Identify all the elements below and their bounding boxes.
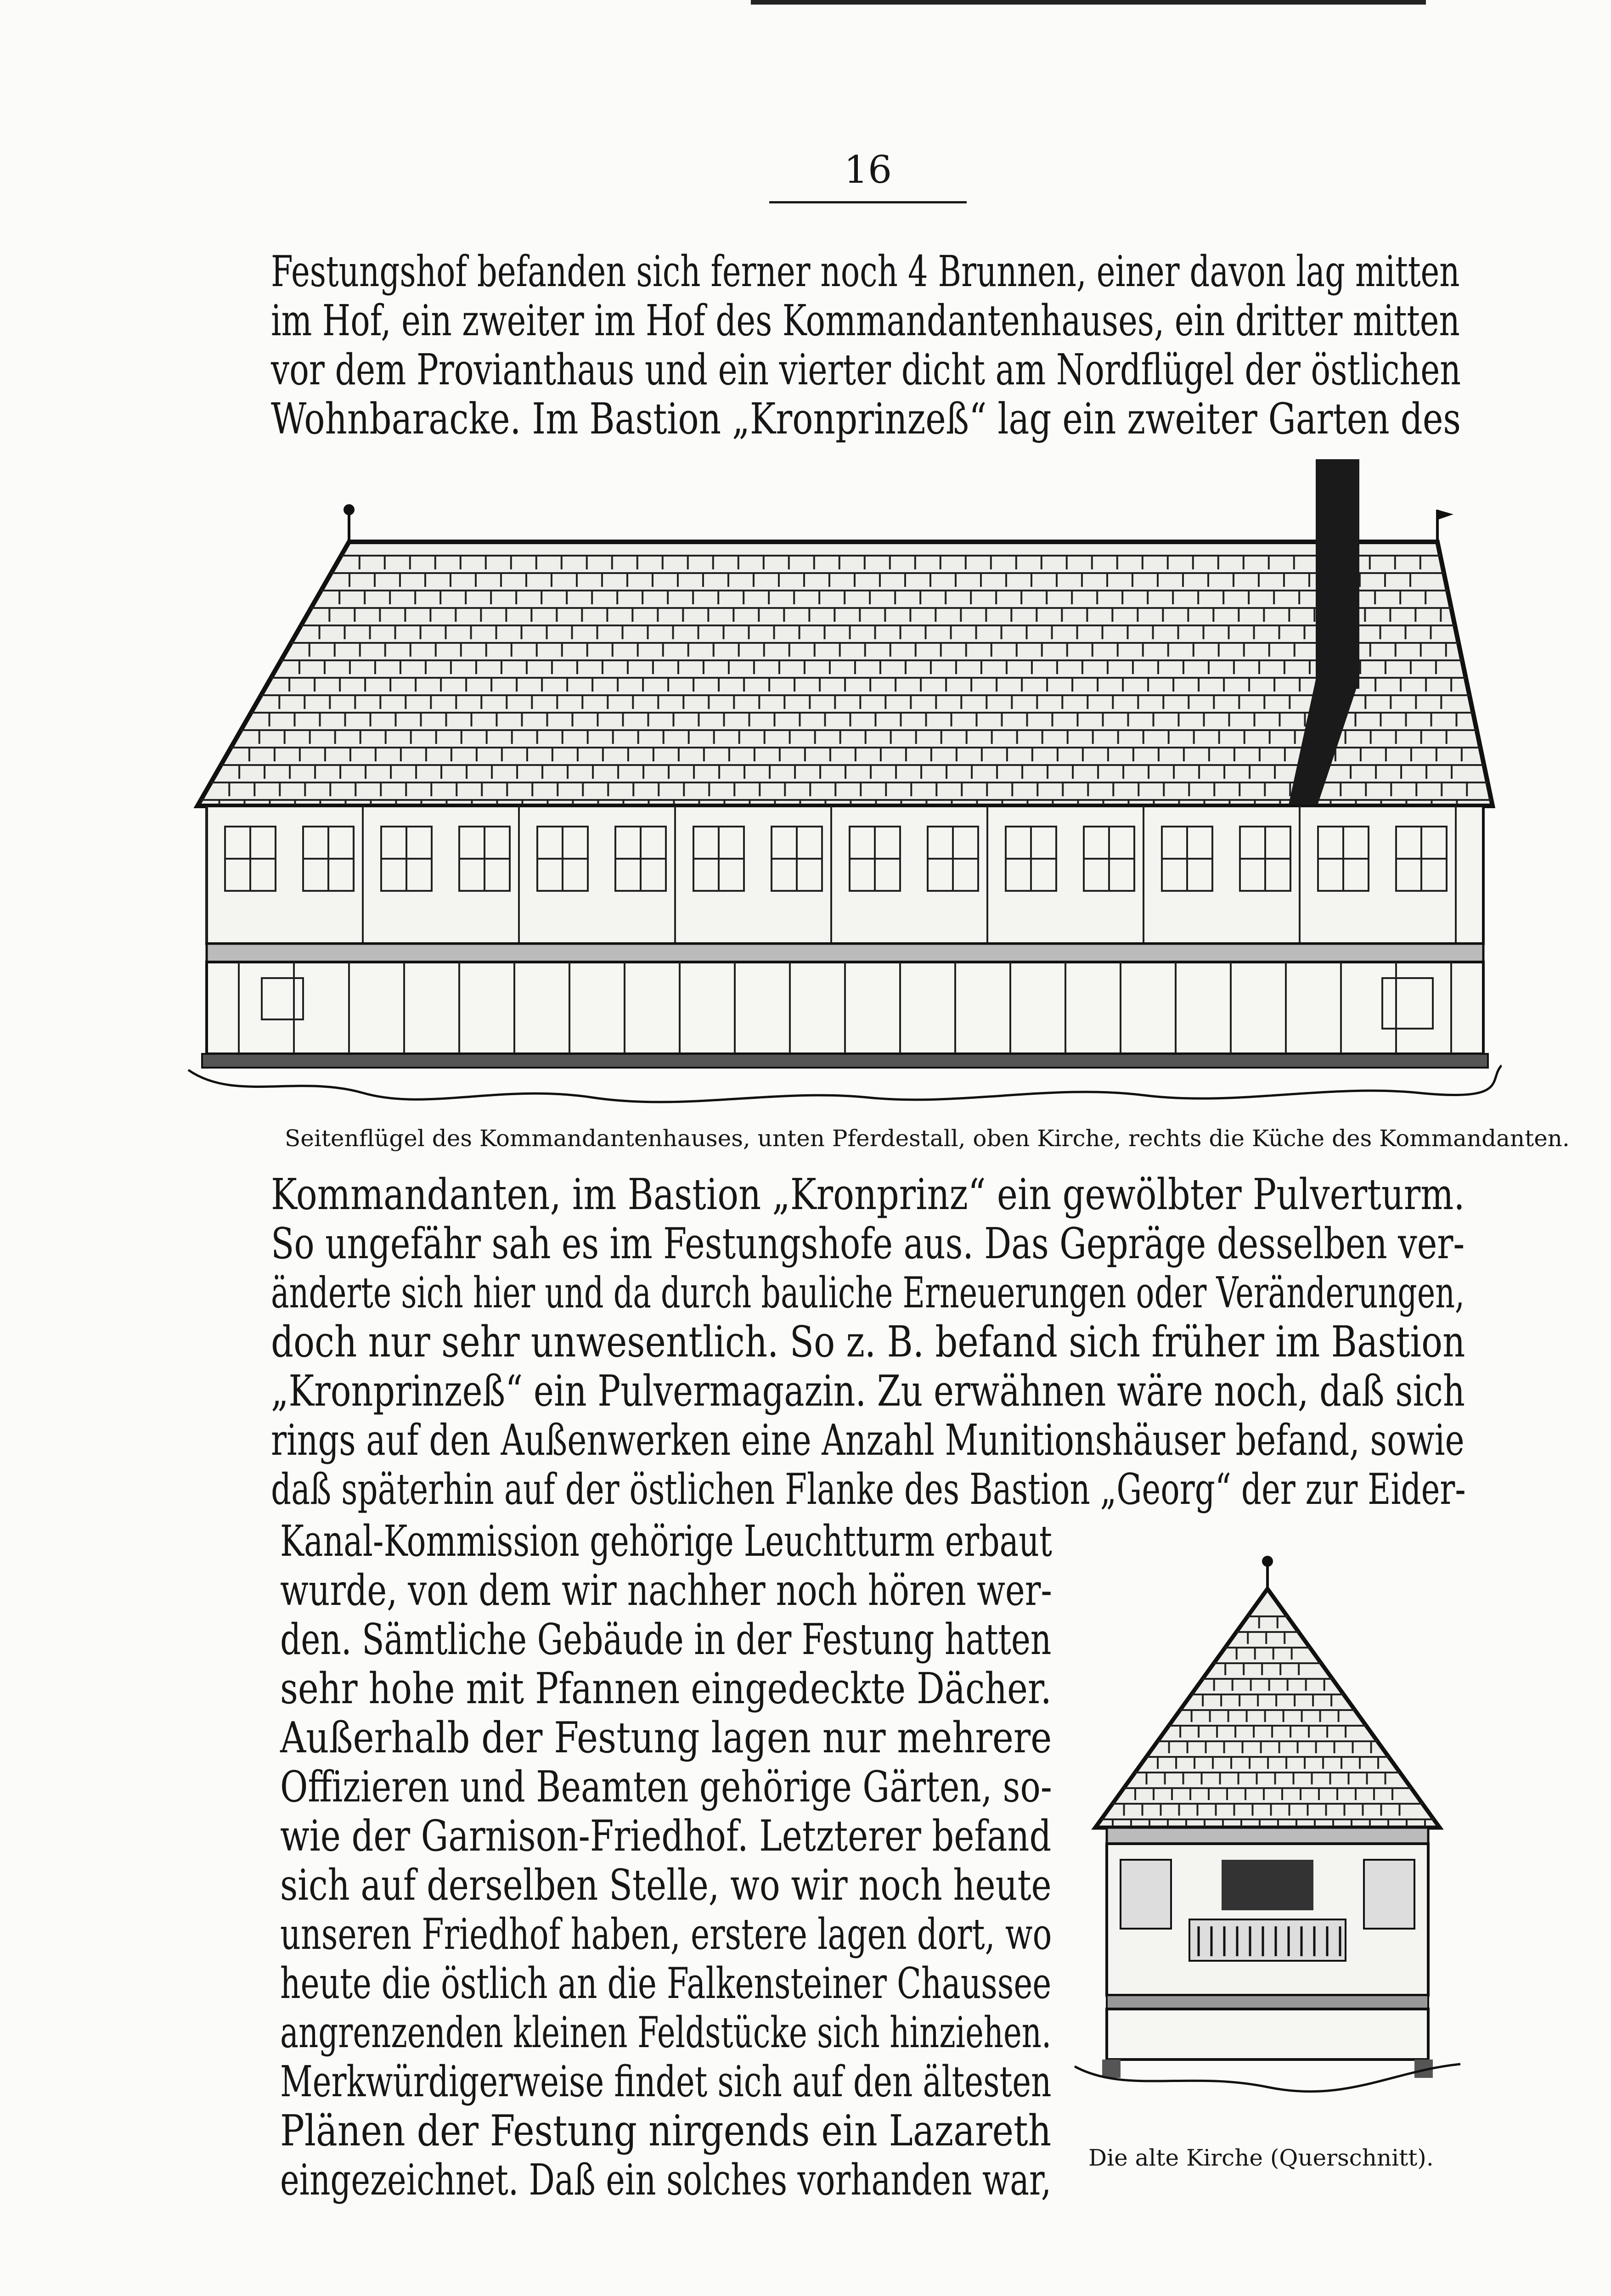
text-line: wurde, von dem wir nachher noch hören wer-: [280, 1565, 1052, 1615]
house-cross-section-illustration: [179, 450, 1502, 1107]
text-line: „Kronprinzeß“ ein Pulvermagazin. Zu erwähnen wäre noch, daß sich: [271, 1366, 1465, 1416]
text-line: sehr hohe mit Pfannen eingedeckte Dächer.: [280, 1664, 1052, 1713]
page-number: 16: [844, 148, 892, 192]
figure-old-church: [1070, 1543, 1465, 2117]
text-line: So ungefähr sah es im Festungshofe aus. Das Gepräge desselben ver-: [271, 1219, 1465, 1268]
text-line: doch nur sehr unwesentlich. So z. B. befand sich früher im Bastion: [271, 1317, 1465, 1367]
text-line: wie der Garnison-Friedhof. Letzterer befand: [280, 1811, 1052, 1861]
page-number-rule: [769, 201, 967, 203]
text-line: Kanal-Kommission gehörige Leuchtturm erbaut: [280, 1516, 1052, 1566]
text-line: im Hof, ein zweiter im Hof des Kommandantenhauses, ein dritter mitten: [271, 296, 1460, 345]
text-line: unseren Friedhof haben, erstere lagen dort, wo: [280, 1909, 1052, 1959]
page-top-rule: [751, 0, 1426, 5]
text-line: Merkwürdigerweise findet sich auf den ältesten: [280, 2057, 1052, 2106]
figure-main-caption: Seitenflügel des Kommandantenhauses, unten Pferdestall, oben Kirche, rechts die Küche des Kommandanten.: [285, 1125, 1570, 1152]
text-line: Außerhalb der Festung lagen nur mehrere: [280, 1713, 1052, 1762]
text-line: vor dem Provianthaus und ein vierter dicht am Nordflügel der östlichen: [271, 345, 1461, 394]
text-line: Wohnbaracke. Im Bastion „Kronprinzeß“ lag ein zweiter Garten des: [271, 394, 1461, 444]
text-line: den. Sämtliche Gebäude in der Festung hatten: [280, 1615, 1052, 1664]
text-line: Festungshof befanden sich ferner noch 4 Brunnen, einer davon lag mitten: [271, 247, 1460, 296]
text-line: änderte sich hier und da durch bauliche Erneuerungen oder Veränderungen,: [271, 1268, 1465, 1317]
text-line: daß späterhin auf der östlichen Flanke des Bastion „Georg“ der zur Eider-: [271, 1464, 1466, 1514]
text-line: rings auf den Außenwerken eine Anzahl Munitionshäuser befand, sowie: [271, 1415, 1465, 1465]
text-line: sich auf derselben Stelle, wo wir noch heute: [280, 1860, 1052, 1910]
church-cross-section-illustration: [1070, 1543, 1465, 2117]
text-line: Offizieren und Beamten gehörige Gärten, so-: [280, 1762, 1052, 1812]
text-line: angrenzenden kleinen Feldstücke sich hinziehen.: [280, 2008, 1052, 2057]
figure-commandant-house: [179, 450, 1502, 1107]
text-line: eingezeichnet. Daß ein solches vorhanden war,: [280, 2155, 1052, 2205]
text-line: heute die östlich an die Falkensteiner Chaussee: [280, 1958, 1052, 2008]
figure-church-caption: Die alte Kirche (Querschnitt).: [1088, 2144, 1434, 2171]
text-line: Plänen der Festung nirgends ein Lazareth: [280, 2106, 1052, 2155]
text-line: Kommandanten, im Bastion „Kronprinz“ ein gewölbter Pulverturm.: [271, 1170, 1465, 1219]
